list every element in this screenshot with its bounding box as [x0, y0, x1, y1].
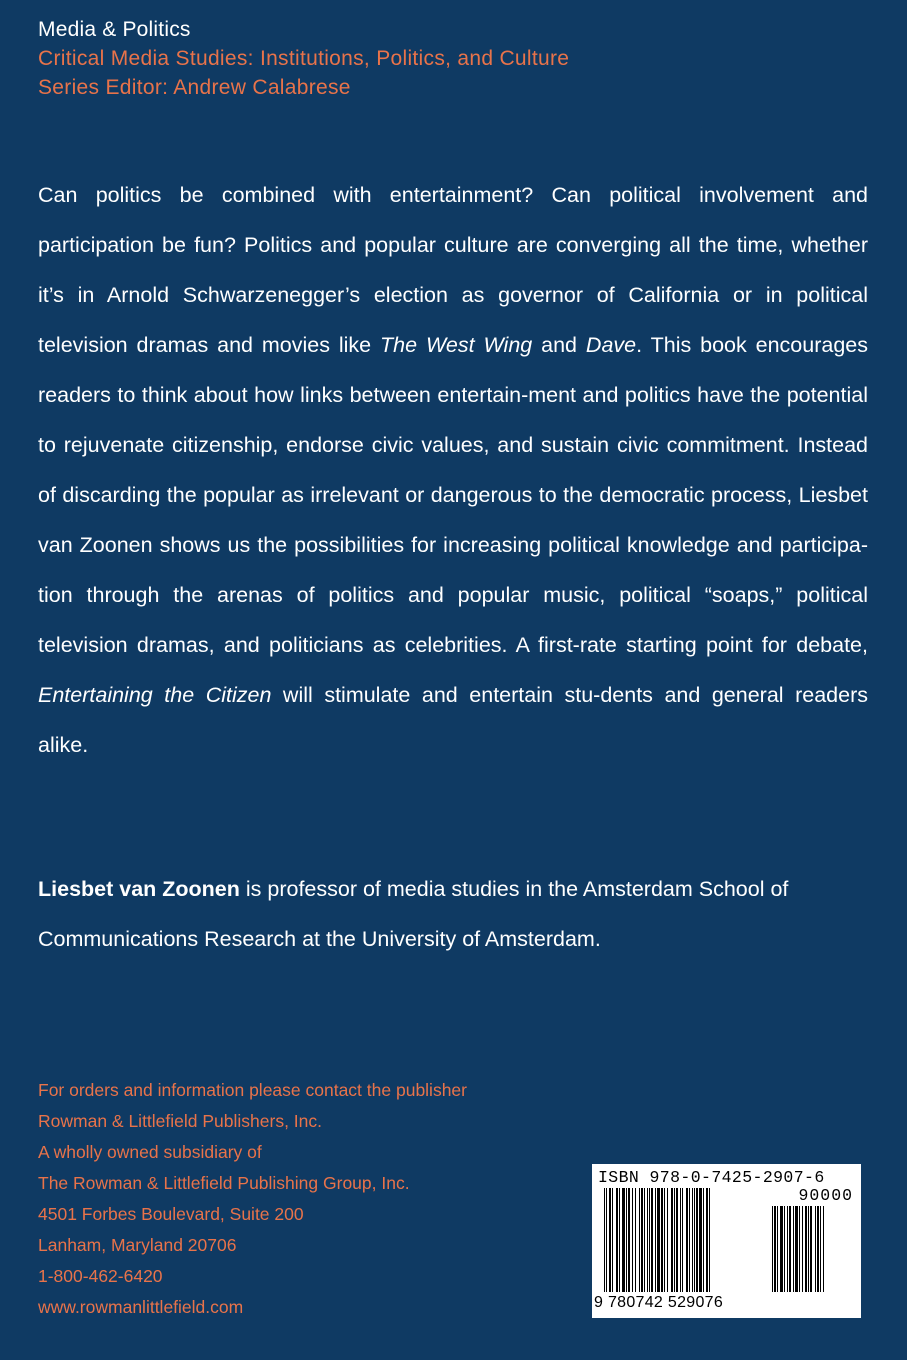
barcode-bar: [674, 1188, 675, 1292]
blurb-text-4: will stimulate and entertain stu-dents and general readers alike.: [38, 683, 868, 757]
barcode-bar: [706, 1188, 708, 1292]
blurb-show-title-1: The West Wing: [380, 333, 533, 357]
barcode-bar: [644, 1188, 645, 1292]
publisher-street: 4501 Forbes Boulevard, Suite 200: [38, 1204, 304, 1224]
barcode-bar: [651, 1188, 653, 1292]
barcode-bar: [703, 1188, 704, 1292]
author-bio: [38, 864, 878, 964]
barcode-bar: [772, 1206, 773, 1292]
blurb-show-title-2: Dave: [585, 333, 637, 357]
barcode-bar: [805, 1206, 807, 1292]
barcode-bar: [696, 1188, 698, 1292]
barcode-bar: [647, 1188, 648, 1292]
barcode-bar: [604, 1188, 605, 1292]
barcode-bar: [639, 1188, 640, 1292]
barcode-bar: [774, 1206, 776, 1292]
publisher-city: Lanham, Maryland 20706: [38, 1235, 237, 1255]
price-barcode-bars-icon: [772, 1206, 854, 1292]
series-editor: Series Editor: Andrew Calabrese: [38, 76, 351, 99]
series-title: Critical Media Studies: Institutions, Politics, and Culture: [38, 47, 570, 70]
publisher-group-name: The Rowman & Littlefield Publishing Group, Inc.: [38, 1173, 410, 1193]
barcode-bar: [616, 1188, 618, 1292]
barcode-bar: [815, 1206, 816, 1292]
barcode-bar: [817, 1206, 819, 1292]
barcode-bar: [655, 1188, 656, 1292]
barcode-bar: [799, 1206, 800, 1292]
barcode-bar: [649, 1188, 650, 1292]
barcode-bar: [689, 1188, 690, 1292]
barcode-bar: [789, 1206, 791, 1292]
barcode-bar: [676, 1188, 678, 1292]
publisher-info: [38, 1075, 467, 1323]
barcode-bar: [606, 1188, 607, 1292]
barcode-bar: [692, 1188, 693, 1292]
barcode-bar: [795, 1206, 798, 1292]
barcode-bar: [820, 1206, 821, 1292]
barcode-bar: [793, 1206, 794, 1292]
barcode-bar: [622, 1188, 625, 1292]
barcode-bar: [823, 1206, 824, 1292]
isbn-number: ISBN 978-0-7425-2907-6: [598, 1168, 825, 1187]
isbn-barcode: [592, 1164, 861, 1318]
barcode-bar: [657, 1188, 660, 1292]
barcode-bar: [777, 1206, 778, 1292]
book-description: [38, 170, 868, 770]
blurb-text-3: . This book encourages readers to think about how links between entertain-ment and politics have the potential to rejuvenate citizenship, endorse civic values, and sustain civic commitment. Instead of discarding the popular as irrelevant or dangerous to the democratic process, Liesbet van Zoonen shows us the possibilities for increasing political knowledge and participa-tion through the arenas of politics and popular music, political “soaps,” political television dramas, and politicians as celebrities. A first-rate starting point for debate,: [38, 333, 868, 657]
barcode-bar: [780, 1206, 783, 1292]
barcode-bar: [787, 1206, 788, 1292]
barcode-bar: [619, 1188, 620, 1292]
barcode-bar: [664, 1188, 665, 1292]
barcode-bar: [699, 1188, 702, 1292]
barcode-bar: [609, 1188, 611, 1292]
barcode-bar: [808, 1206, 809, 1292]
category-label: Media & Politics: [38, 18, 191, 41]
barcode-bar: [810, 1206, 812, 1292]
publisher-subsidiary-line: A wholly owned subsidiary of: [38, 1142, 262, 1162]
barcode-bar: [784, 1206, 785, 1292]
publisher-phone: 1-800-462-6420: [38, 1266, 163, 1286]
barcode-bar: [709, 1188, 710, 1292]
publisher-name: Rowman & Littlefield Publishers, Inc.: [38, 1111, 323, 1131]
barcode-bar: [626, 1188, 627, 1292]
barcode-bar: [612, 1188, 613, 1292]
blurb-text-1: Can politics be combined with entertainment? Can political involvement and participation be fun? Politics and popular culture are converging all the time, whether it’s in Arnold Schwarzenegger’s election as governor of California or in political television dramas and movies like: [38, 183, 868, 357]
barcode-bar: [635, 1188, 636, 1292]
barcode-bar: [667, 1188, 668, 1292]
barcode-bar: [661, 1188, 663, 1292]
barcode-bar: [628, 1188, 630, 1292]
author-name: Liesbet van Zoonen: [38, 877, 240, 901]
publisher-website: www.rowmanlittlefield.com: [38, 1297, 244, 1317]
publisher-contact-line: For orders and information please contact the publisher: [38, 1080, 467, 1100]
barcode-bar: [802, 1206, 803, 1292]
barcode-bar: [632, 1188, 633, 1292]
barcode-bars-icon: [604, 1188, 762, 1292]
barcode-digits: 9 780742 529076: [594, 1294, 724, 1311]
barcode-bar: [694, 1188, 695, 1292]
barcode-bar: [671, 1188, 673, 1292]
blurb-book-title: Entertaining the Citizen: [38, 683, 272, 707]
barcode-bar: [641, 1188, 643, 1292]
barcode-bar: [682, 1188, 683, 1292]
blurb-text-2: and: [532, 333, 586, 357]
barcode-bar: [686, 1188, 688, 1292]
author-bio-text: is professor of media studies in the Amsterdam School of Communications Research at the University of Amsterdam.: [38, 877, 789, 951]
price-code: 90000: [798, 1186, 853, 1205]
barcode-bar: [680, 1188, 681, 1292]
